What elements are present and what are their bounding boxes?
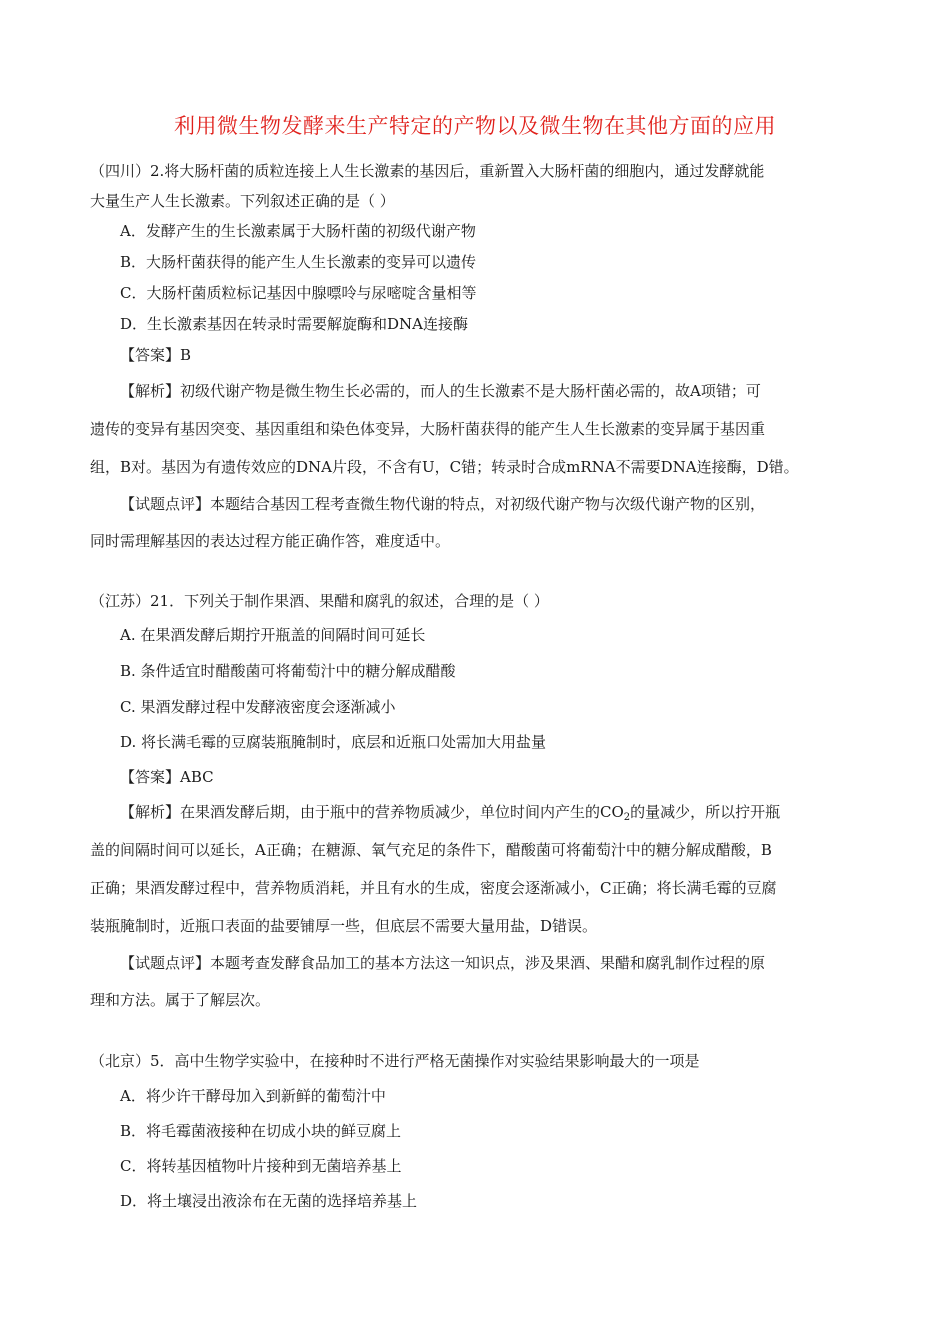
question-3-option-b: B．将毛霉菌液接种在切成小块的鲜豆腐上 [120,1122,402,1140]
question-1-analysis-line-3: 组，B对。基因为有遗传效应的DNA片段，不含有U，C错；转录时合成mRNA不需要DNA连接酶，D错。 [90,458,799,476]
question-3-option-c: C．将转基因植物叶片接种到无菌培养基上 [120,1157,402,1175]
question-2-comment-line-1: 【试题点评】本题考查发酵食品加工的基本方法这一知识点，涉及果酒、果醋和腐乳制作过程的原 [120,954,766,972]
page-title: 利用微生物发酵来生产特定的产物以及微生物在其他方面的应用 [174,114,776,138]
question-1-option-d: D．生长激素基因在转录时需要解旋酶和DNA连接酶 [120,315,469,333]
question-1-stem-line-1: （四川）2.将大肠杆菌的质粒连接上人生长激素的基因后，重新置入大肠杆菌的细胞内，通过发酵就能 [90,162,765,180]
question-2-analysis-line-3: 正确；果酒发酵过程中，营养物质消耗，并且有水的生成，密度会逐渐减小，C正确；将长满毛霉的豆腐 [90,879,777,897]
question-1-option-c: C．大肠杆菌质粒标记基因中腺嘌呤与尿嘧啶含量相等 [120,284,477,302]
question-1-analysis-line-2: 遗传的变异有基因突变、基因重组和染色体变异，大肠杆菌获得的能产生人生长激素的变异属于基因重 [90,420,766,438]
question-2-option-c: C. 果酒发酵过程中发酵液密度会逐渐减小 [120,698,396,716]
question-3-option-d: D．将土壤浸出液涂布在无菌的选择培养基上 [120,1192,418,1210]
question-2-analysis-line-1-tail: 的量减少，所以拧开瓶 [630,803,781,821]
question-2-analysis-line-1-text: 【解析】在果酒发酵后期，由于瓶中的营养物质减少，单位时间内产生的 [120,803,601,821]
question-2-analysis-line-1 [120,802,780,822]
question-2-analysis-line-2: 盖的间隔时间可以延长，A正确；在糖源、氧气充足的条件下，醋酸菌可将葡萄汁中的糖分解成醋酸，B [90,841,772,859]
question-1-answer: 【答案】B [120,346,192,364]
question-1-comment-line-2: 同时需理解基因的表达过程方能正确作答，难度适中。 [90,532,451,550]
question-2-analysis-line-4: 装瓶腌制时，近瓶口表面的盐要铺厚一些，但底层不需要大量用盐，D错误。 [90,917,598,935]
co2-formula: $CO_2$ [600,803,631,823]
question-1-option-b: B．大肠杆菌获得的能产生人生长激素的变异可以遗传 [120,253,477,271]
question-2-stem-line-1: （江苏）21．下列关于制作果酒、果醋和腐乳的叙述，合理的是（ ） [90,592,549,610]
question-2-answer: 【答案】ABC [120,768,214,786]
question-2-option-a: A. 在果酒发酵后期拧开瓶盖的间隔时间可延长 [120,626,426,644]
question-3-stem-line-1: （北京）5．高中生物学实验中，在接种时不进行严格无菌操作对实验结果影响最大的一项是 [90,1052,700,1070]
question-1-analysis-line-1: 【解析】初级代谢产物是微生物生长必需的，而人的生长激素不是大肠杆菌必需的，故A项错；可 [120,382,761,400]
question-1-comment-line-1: 【试题点评】本题结合基因工程考查微生物代谢的特点，对初级代谢产物与次级代谢产物的区别， [120,495,766,513]
question-2-comment-line-2: 理和方法。属于了解层次。 [90,991,271,1009]
question-2-option-d: D. 将长满毛霉的豆腐装瓶腌制时，底层和近瓶口处需加大用盐量 [120,733,547,751]
question-3-option-a: A．将少许干酵母加入到新鲜的葡萄汁中 [120,1087,386,1105]
question-1-option-a: A．发酵产生的生长激素属于大肠杆菌的初级代谢产物 [120,222,476,240]
question-1-stem-line-2: 大量生产人生长激素。下列叙述正确的是（ ） [90,192,395,210]
question-2-option-b: B. 条件适宜时醋酸菌可将葡萄汁中的糖分解成醋酸 [120,662,456,680]
